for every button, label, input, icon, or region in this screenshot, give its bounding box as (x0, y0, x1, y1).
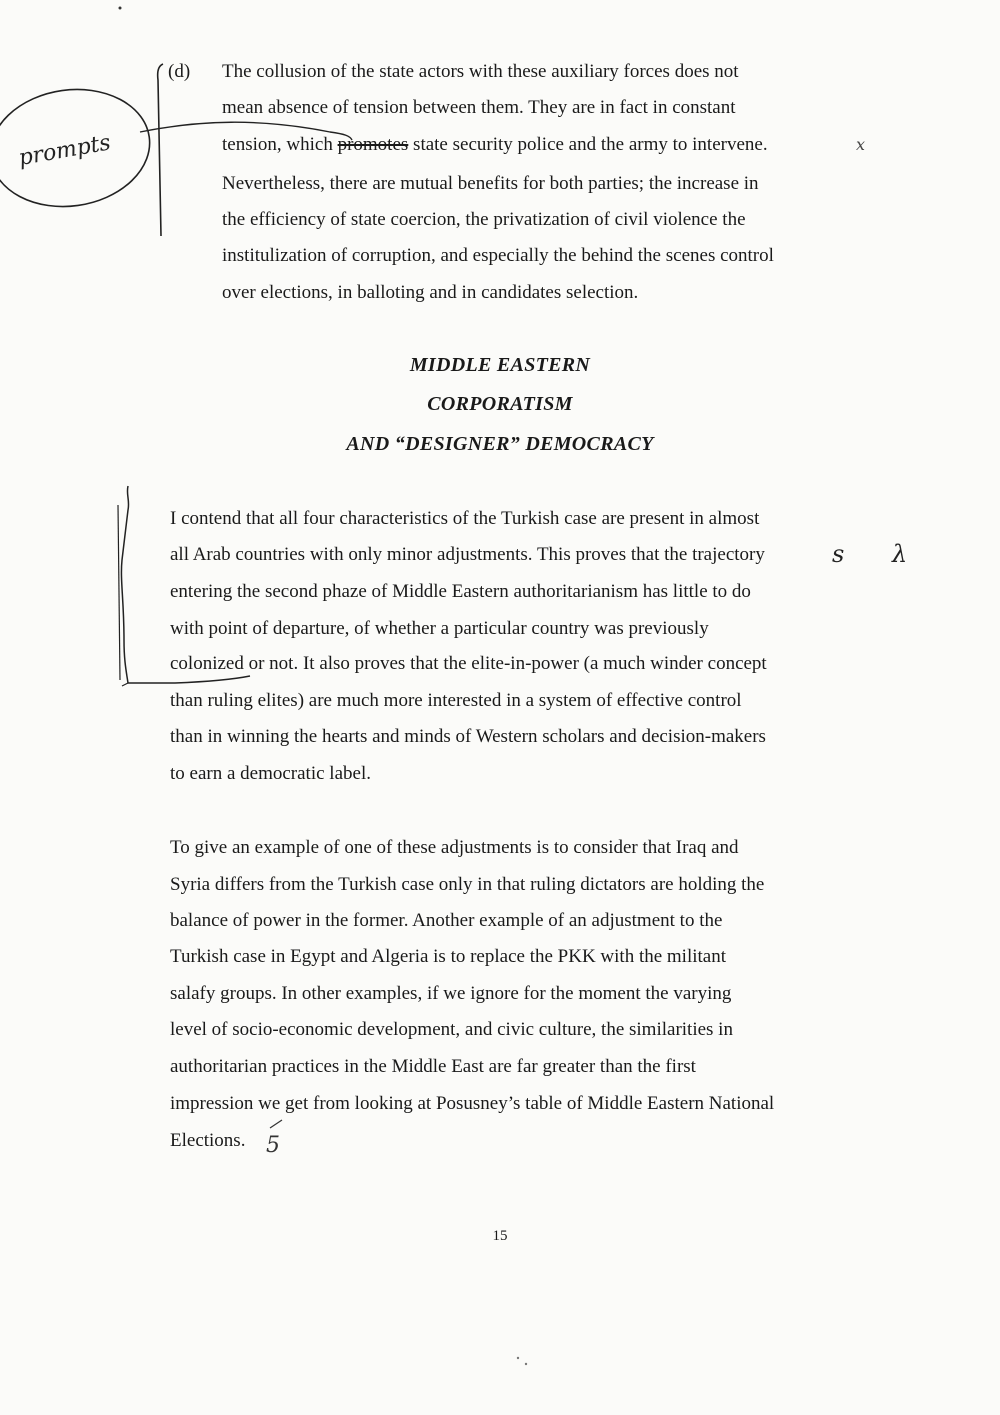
para1-line-5: colonized or not. It also proves that the elite-in-power (a much winder concept (170, 653, 767, 674)
para1-line-4: with point of departure, of whether a particular country was previously (170, 618, 709, 639)
paragraph-bracket-inner (118, 505, 120, 680)
para1-line-8: to earn a democratic label. (170, 763, 371, 784)
item-d-line-3 (222, 133, 768, 157)
marginal-squiggle-mark: s (832, 540, 845, 568)
para2-line-1: To give an example of one of these adjustments is to consider that Iraq and (170, 837, 739, 858)
para2-line-2: Syria differs from the Turkish case only in that ruling dictators are holding the (170, 874, 765, 895)
para2-line-9: Elections. (170, 1130, 246, 1151)
list-marker-d: (d) (168, 61, 191, 82)
para2-line-4: Turkish case in Egypt and Algeria is to replace the PKK with the militant (170, 946, 727, 967)
struck-word: promotes (337, 134, 409, 155)
check-x-mark: x (856, 135, 866, 154)
margin-bracket-d (158, 64, 163, 236)
para1-line-2: all Arab countries with only minor adjustments. This proves that the trajectory (170, 544, 765, 565)
para1-line-7: than in winning the hearts and minds of Western scholars and decision-makers (170, 726, 766, 747)
para2-line-7: authoritarian practices in the Middle East are far greater than the first (170, 1056, 696, 1077)
para1-line-1: I contend that all four characteristics of the Turkish case are present in almost (170, 508, 760, 529)
margin-note-text: prompts (16, 130, 113, 172)
item-d-line-3-a: tension, which (222, 134, 333, 155)
stray-dot (119, 7, 122, 10)
item-d-line-1: The collusion of the state actors with these auxiliary forces does not (222, 61, 739, 82)
para2-line-3: balance of power in the former. Another example of an adjustment to the (170, 910, 723, 931)
item-d-line-7: over elections, in balloting and in candidates selection. (222, 282, 639, 303)
item-d-line-3-b: state security police and the army to intervene. (413, 134, 768, 155)
section-heading-line-1: MIDDLE EASTERN (409, 354, 591, 376)
section-heading-line-3: AND “DESIGNER” DEMOCRACY (346, 433, 654, 455)
item-d-line-6: institulization of corruption, and especially the behind the scenes control (222, 245, 774, 266)
item-d-line-5: the efficiency of state coercion, the privatization of civil violence the (222, 209, 746, 230)
bracket-tick (122, 683, 128, 686)
item-d-line-2: mean absence of tension between them. They are in fact in constant (222, 97, 736, 118)
speck (517, 1357, 519, 1359)
footnote-mark-tick (270, 1120, 282, 1128)
page-number: 15 (492, 1228, 508, 1244)
footnote-mark: 5 (266, 1133, 280, 1158)
para2-line-8: impression we get from looking at Posusney’s table of Middle Eastern National (170, 1093, 775, 1114)
section-heading-line-2: CORPORATISM (427, 393, 573, 415)
para1-line-6: than ruling elites) are much more interested in a system of effective control (170, 690, 742, 711)
speck (525, 1363, 527, 1365)
margin-note-oval (0, 79, 157, 216)
item-d-line-4: Nevertheless, there are mutual benefits for both parties; the increase in (222, 173, 759, 194)
para2-line-6: level of socio-economic development, and civic culture, the similarities in (170, 1019, 733, 1040)
para1-line-3: entering the second phaze of Middle Eastern authoritarianism has little to do (170, 581, 751, 602)
marginal-lambda-mark: λ (892, 540, 908, 568)
para2-line-5: salafy groups. In other examples, if we ignore for the moment the varying (170, 983, 732, 1004)
